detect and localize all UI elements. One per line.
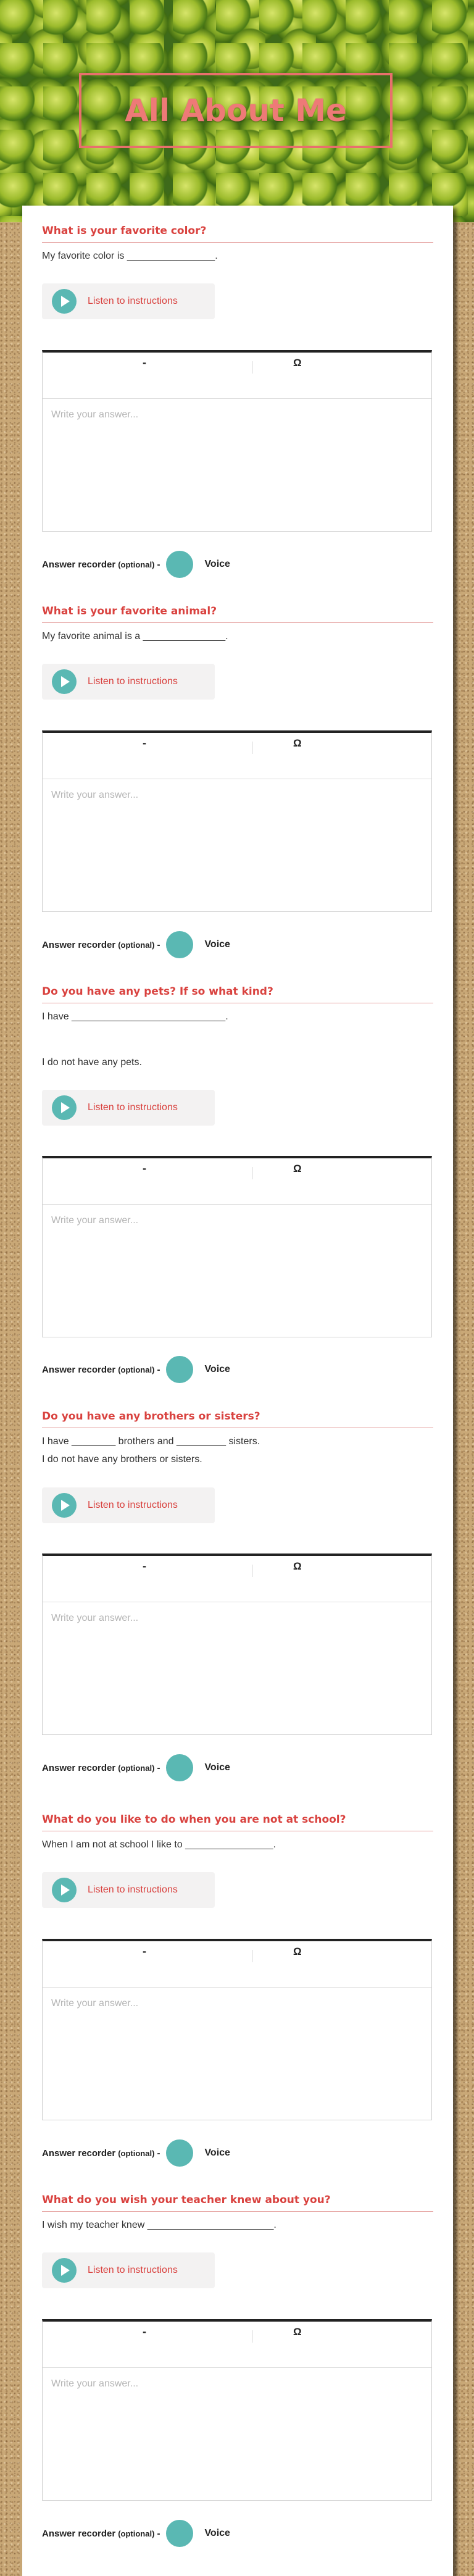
question-section — [42, 985, 433, 1375]
voice-label: Voice — [204, 1364, 230, 1374]
question-title: What do you like to do when you are not at school? — [42, 1813, 433, 1831]
recorder-label: Answer recorder — [42, 1364, 116, 1375]
editor-toolbar — [43, 1158, 431, 1205]
special-character-icon[interactable]: Ω — [293, 1163, 302, 1174]
recorder-label: Answer recorder — [42, 1762, 116, 1773]
editor-toolbar — [43, 1556, 431, 1602]
recorder-dash: - — [157, 1762, 160, 1773]
answer-editor — [42, 730, 432, 912]
question-section — [42, 1813, 433, 2159]
play-icon — [52, 669, 77, 694]
toolbar-divider — [252, 742, 253, 754]
voice-record-button[interactable] — [166, 1356, 193, 1383]
recorder-optional: (optional) — [118, 2148, 155, 2158]
play-icon — [52, 2258, 77, 2283]
answer-input[interactable] — [51, 790, 422, 901]
answer-input[interactable] — [51, 1215, 422, 1326]
answer-editor — [42, 350, 432, 532]
voice-record-button[interactable] — [166, 2520, 193, 2547]
answer-editor — [42, 2319, 432, 2501]
play-icon — [52, 1493, 77, 1518]
listen-label: Listen to instructions — [88, 2265, 178, 2275]
listen-instructions-button[interactable] — [42, 1090, 215, 1126]
play-icon — [52, 289, 77, 314]
recorder-optional: (optional) — [118, 1763, 155, 1773]
sentence-prompt: I do not have any brothers or sisters. — [42, 1454, 202, 1465]
answer-recorder — [42, 931, 230, 958]
question-section — [42, 2194, 433, 2539]
recorder-label: Answer recorder — [42, 2528, 116, 2539]
special-character-icon[interactable]: Ω — [293, 2326, 302, 2338]
listen-instructions-button[interactable] — [42, 1487, 215, 1523]
sentence-prompt: I have ____________________________. — [42, 1011, 228, 1022]
answer-recorder — [42, 1754, 230, 1781]
voice-label: Voice — [204, 939, 230, 950]
question-title: What do you wish your teacher knew about you? — [42, 2194, 433, 2212]
voice-record-button[interactable] — [166, 931, 193, 958]
toolbar-divider — [252, 1950, 253, 1962]
question-title: Do you have any pets? If so what kind? — [42, 985, 433, 1003]
minus-icon[interactable]: - — [143, 356, 146, 369]
voice-record-button[interactable] — [166, 1754, 193, 1781]
question-section — [42, 605, 433, 950]
editor-toolbar — [43, 1941, 431, 1988]
voice-label: Voice — [204, 2528, 230, 2538]
recorder-dash: - — [157, 2147, 160, 2159]
voice-record-button[interactable] — [166, 551, 193, 578]
worksheet-paper — [22, 206, 453, 2576]
listen-instructions-button[interactable] — [42, 1872, 215, 1908]
listen-label: Listen to instructions — [88, 1500, 178, 1510]
question-title: What is your favorite color? — [42, 225, 433, 243]
recorder-label: Answer recorder — [42, 939, 116, 950]
recorder-dash: - — [157, 1364, 160, 1375]
page-title: All About Me — [125, 93, 347, 128]
answer-editor — [42, 1554, 432, 1735]
question-section — [42, 1410, 433, 1773]
minus-icon[interactable]: - — [143, 1945, 146, 1957]
recorder-label: Answer recorder — [42, 559, 116, 570]
minus-icon[interactable]: - — [143, 737, 146, 749]
editor-toolbar — [43, 2322, 431, 2368]
answer-editor — [42, 1156, 432, 1337]
play-icon — [52, 1095, 77, 1120]
voice-record-button[interactable] — [166, 2139, 193, 2167]
answer-editor — [42, 1939, 432, 2120]
recorder-label: Answer recorder — [42, 2147, 116, 2159]
answer-recorder — [42, 2520, 230, 2547]
sentence-prompt: My favorite animal is a _______________. — [42, 631, 228, 642]
answer-recorder — [42, 551, 230, 578]
recorder-dash: - — [157, 939, 160, 950]
listen-instructions-button[interactable] — [42, 2252, 215, 2288]
listen-label: Listen to instructions — [88, 296, 178, 306]
listen-instructions-button[interactable] — [42, 664, 215, 700]
recorder-optional: (optional) — [118, 2528, 155, 2538]
answer-input[interactable] — [51, 1998, 422, 2109]
toolbar-divider — [252, 1167, 253, 1179]
play-icon — [52, 1878, 77, 1902]
question-title: What is your favorite animal? — [42, 605, 433, 623]
toolbar-divider — [252, 361, 253, 374]
editor-toolbar — [43, 353, 431, 399]
special-character-icon[interactable]: Ω — [293, 737, 302, 749]
voice-label: Voice — [204, 559, 230, 569]
recorder-dash: - — [157, 2528, 160, 2539]
answer-recorder — [42, 2139, 230, 2167]
listen-label: Listen to instructions — [88, 1102, 178, 1113]
voice-label: Voice — [204, 1762, 230, 1773]
header-banner — [0, 0, 474, 222]
toolbar-divider — [252, 1565, 253, 1577]
answer-recorder — [42, 1356, 230, 1383]
minus-icon[interactable]: - — [143, 2325, 146, 2338]
sentence-prompt: I do not have any pets. — [42, 1057, 142, 1068]
minus-icon[interactable]: - — [143, 1162, 146, 1174]
special-character-icon[interactable]: Ω — [293, 357, 302, 369]
listen-label: Listen to instructions — [88, 676, 178, 687]
minus-icon[interactable]: - — [143, 1560, 146, 1572]
question-section — [42, 225, 433, 570]
recorder-optional: (optional) — [118, 940, 155, 950]
voice-label: Voice — [204, 2147, 230, 2158]
toolbar-divider — [252, 2330, 253, 2343]
sentence-prompt: When I am not at school I like to ________________. — [42, 1839, 276, 1850]
answer-input[interactable] — [51, 409, 422, 521]
answer-input[interactable] — [51, 1613, 422, 1724]
recorder-optional: (optional) — [118, 559, 155, 569]
editor-toolbar — [43, 733, 431, 779]
special-character-icon[interactable]: Ω — [293, 1560, 302, 1572]
listen-instructions-button[interactable] — [42, 283, 215, 319]
sentence-prompt: I have ________ brothers and _________ sisters. — [42, 1436, 260, 1447]
sentence-prompt: I wish my teacher knew _______________________. — [42, 2220, 276, 2230]
sentence-prompt: My favorite color is ________________. — [42, 251, 218, 261]
recorder-dash: - — [157, 559, 160, 570]
answer-input[interactable] — [51, 2378, 422, 2490]
recorder-optional: (optional) — [118, 1365, 155, 1374]
question-title: Do you have any brothers or sisters? — [42, 1410, 433, 1428]
listen-label: Listen to instructions — [88, 1884, 178, 1895]
special-character-icon[interactable]: Ω — [293, 1946, 302, 1957]
title-frame — [79, 73, 393, 148]
